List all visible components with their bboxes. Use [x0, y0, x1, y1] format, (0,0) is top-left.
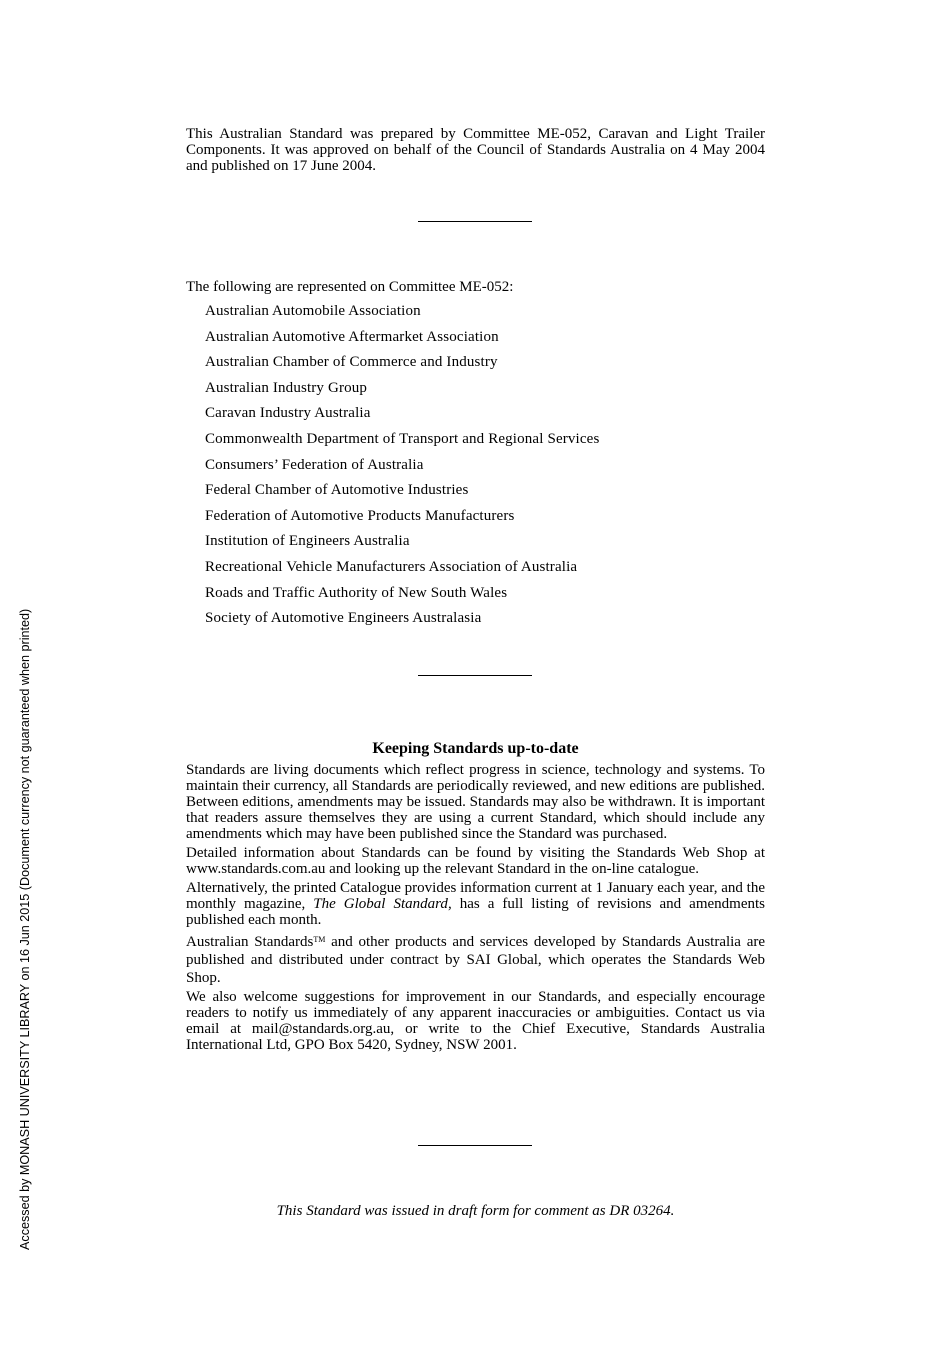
committee-member: Federation of Automotive Products Manufacturers — [205, 507, 515, 524]
section-divider — [418, 675, 532, 676]
keeping-standards-body — [186, 762, 765, 1056]
committee-member: Commonwealth Department of Transport and Regional Services — [205, 430, 600, 447]
access-watermark: Accessed by MONASH UNIVERSITY LIBRARY on 16 Jun 2015 (Document currency not guaranteed when printed) — [18, 608, 32, 1250]
paragraph: We also welcome suggestions for improvement in our Standards, and especially encourage readers to notify us immediately of any apparent inaccuracies or ambiguities. Contact us via email at mail@standards.org.au, or write to the Chief Executive, Standards Australia International Ltd, GPO Box 5420, Sydney, NSW 2001. — [186, 989, 765, 1053]
paragraph: Detailed information about Standards can be found by visiting the Standards Web Shop at www.standards.com.au and looking up the relevant Standard in the on-line catalogue. — [186, 845, 765, 877]
committee-member-list — [205, 302, 599, 635]
section-divider — [418, 1145, 532, 1146]
committee-member: Australian Automobile Association — [205, 303, 421, 319]
committee-member: Roads and Traffic Authority of New South Wales — [205, 584, 508, 601]
committee-member: Institution of Engineers Australia — [205, 533, 410, 550]
paragraph-text: and other products and services developed by Standards Australia are published and distributed under contract by SAI Global, which operates the Standards Web Shop. — [186, 934, 766, 986]
committee-member: Consumers’ Federation of Australia — [205, 456, 424, 473]
committee-member: Australian Industry Group — [205, 379, 368, 396]
committee-member: Australian Chamber of Commerce and Industry — [205, 354, 498, 371]
section-title: Keeping Standards up-to-date — [372, 740, 579, 757]
paragraph — [186, 880, 765, 928]
paragraph-text: Australian Standards — [186, 934, 314, 950]
committee-heading: The following are represented on Committee ME-052: — [186, 279, 514, 295]
committee-member: Recreational Vehicle Manufacturers Association of Australia — [205, 558, 578, 575]
paragraph-text: , has a full listing of revisions and amendments published each month. — [186, 896, 765, 928]
committee-member: Federal Chamber of Automotive Industries — [205, 482, 469, 499]
paragraph: Standards are living documents which reflect progress in science, technology and systems. To maintain their currency, all Standards are periodically reviewed, and new editions are published. Between editions, amendments may be issued. Standards may also be withdrawn. It is important that readers assure themselves they are using a current Standard, which should include any amendments which may have been published since the Standard was purchased. — [186, 762, 765, 842]
approval-statement: This Australian Standard was prepared by Committee ME-052, Caravan and Light Trailer Components. It was approved on behalf of the Council of Standards Australia on 4 May 2004 and published on 17 June 2004. — [186, 126, 765, 174]
committee-member: Australian Automotive Aftermarket Association — [205, 328, 499, 345]
paragraph — [186, 931, 765, 987]
paragraph-text: Alternatively, the printed Catalogue provides information current at 1 January each year, and the monthly magazine, — [186, 880, 765, 912]
publication-title: The Global Standard — [313, 896, 448, 912]
committee-member: Society of Automotive Engineers Australasia — [205, 610, 482, 627]
trademark-mark: TM — [313, 935, 326, 944]
committee-member: Caravan Industry Australia — [205, 405, 371, 422]
section-divider — [418, 221, 532, 222]
draft-note: This Standard was issued in draft form for comment as DR 03264. — [276, 1203, 675, 1219]
